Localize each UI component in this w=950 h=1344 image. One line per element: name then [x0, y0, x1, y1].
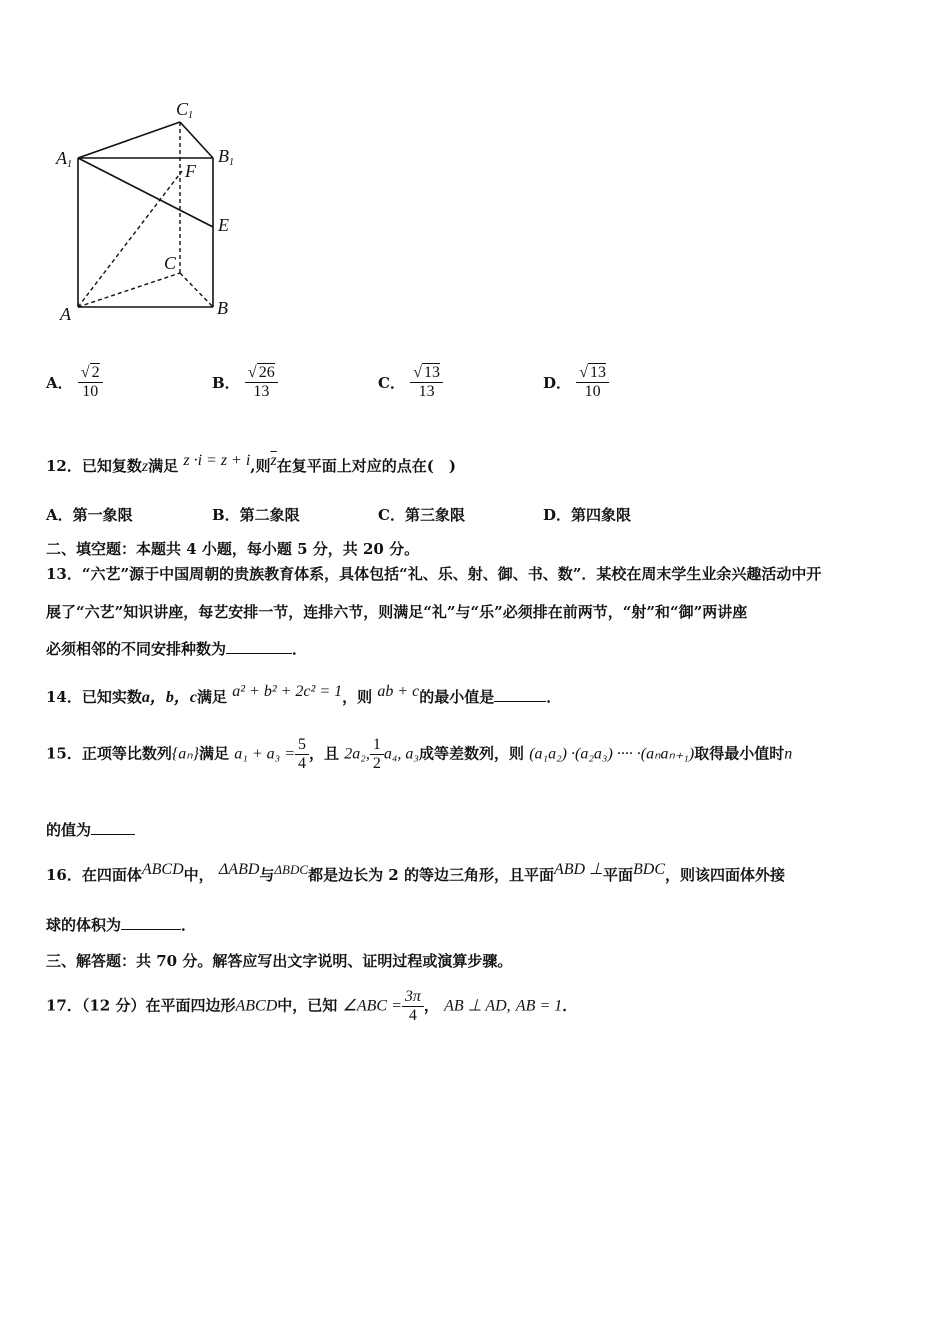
edge-c-b — [180, 273, 213, 307]
q11-option-b — [212, 364, 278, 401]
option-fraction: $\frac{√ 26}{13}$ — [245, 364, 278, 401]
question-15: 15．正项等比数列{aₙ}满足 a₁ + a₃ = $\frac{5}{4}$ ，且 2a₂, $\frac{1}{2}$ a₄, a₃成等差数列，则 (a₁a₂) ·(a₂a₃) ···· ·(aₙaₙ₊₁)取得最小值时n — [46, 736, 793, 772]
segment-a-f — [78, 171, 182, 307]
prism-figure — [40, 95, 300, 335]
q14-formula: a² + b² + 2c² = 1 — [232, 683, 343, 700]
edge-a-c — [78, 273, 180, 307]
label-b1: B1 — [218, 146, 234, 168]
label-a1: A1 — [56, 148, 72, 170]
answer-blank — [91, 820, 135, 835]
label-c: C — [164, 253, 177, 273]
question-15-line-2: 的值为 — [46, 819, 135, 840]
question-12: 12．已知复数z满足 z ·i = z + i,则$\overline{z}$在复平面上对应的点在( ) — [46, 452, 456, 475]
option-letter: A． — [46, 374, 73, 392]
sequence-symbol: {aₙ} — [171, 745, 200, 763]
product-expression: (a₁a₂) ·(a₂a₃) ···· ·(aₙaₙ₊₁) — [529, 745, 695, 763]
edge-a1-c1 — [78, 122, 180, 158]
label-a: A — [60, 304, 71, 324]
z-conjugate: $\overline{z}$ — [270, 452, 277, 469]
option-letter: C． — [378, 374, 405, 392]
section-2-heading: 二、填空题：本题共 4 小题，每小题 5 分，共 20 分。 — [46, 540, 420, 558]
q12-option-b: B．第二象限 — [212, 506, 300, 524]
answer-blank — [226, 639, 292, 654]
label-f: F — [185, 161, 196, 181]
answer-blank — [494, 687, 546, 702]
q12-option-a: A．第一象限 — [46, 506, 133, 524]
option-fraction: $\frac{√ 13}{10}$ — [576, 364, 609, 401]
label-b: B — [217, 298, 228, 318]
option-letter: D． — [543, 374, 572, 392]
fraction-1-2: $\frac{1}{2}$ — [370, 736, 384, 773]
q14-expression: ab + c — [377, 683, 420, 700]
question-16-line-2: 球的体积为 ． — [46, 916, 197, 934]
question-17: 17．（12 分）在平面四边形ABCD中，已知 ∠ABC = $\frac{3\pi}{4}$ ， AB ⊥ AD, AB = 1． — [46, 988, 578, 1024]
q12-option-c: C．第三象限 — [378, 506, 465, 524]
question-13-line-1: 13．“六艺”源于中国周朝的贵族教育体系，具体包括“礼、乐、射、御、书、数”．某校在周末学生业余兴趣活动中开 — [46, 565, 822, 583]
q12-option-d: D．第四象限 — [543, 506, 632, 524]
q11-option-c — [378, 364, 443, 401]
question-16: 16．在四面体ABCD中， ΔABD与ΔBDC都是边长为 2 的等边三角形，且平面ABD ⊥平面BDC，则该四面体外接 — [46, 861, 786, 884]
q11-option-a — [46, 364, 103, 401]
question-14: 14．已知实数a，b，c满足 a² + b² + 2c² = 1，则 ab + c的最小值是 ． — [46, 683, 562, 706]
q11-option-d — [543, 364, 609, 401]
answer-blank — [121, 915, 181, 930]
label-c1: C1 — [176, 99, 194, 121]
fraction-3pi-4: $\frac{3\pi}{4}$ — [402, 988, 424, 1025]
edge-c1-b1 — [180, 122, 213, 158]
label-e: E — [218, 215, 229, 235]
q12-formula: z ·i = z + i — [183, 452, 251, 469]
question-13-line-3: 必须相邻的不同安排种数为 ． — [46, 640, 308, 658]
option-fraction: $\frac{√ 13}{13}$ — [410, 364, 443, 401]
fraction-5-4: $\frac{5}{4}$ — [295, 736, 309, 773]
option-fraction: $\frac{√ 2}{10}$ — [78, 364, 103, 401]
section-3-heading: 三、解答题：共 70 分。解答应写出文字说明、证明过程或演算步骤。 — [46, 952, 513, 970]
option-letter: B． — [212, 374, 240, 392]
question-13-line-2: 展了“六艺”知识讲座，每艺安排一节，连排六节，则满足“礼”与“乐”必须排在前两节，“射”和“御”两讲座 — [46, 603, 748, 621]
